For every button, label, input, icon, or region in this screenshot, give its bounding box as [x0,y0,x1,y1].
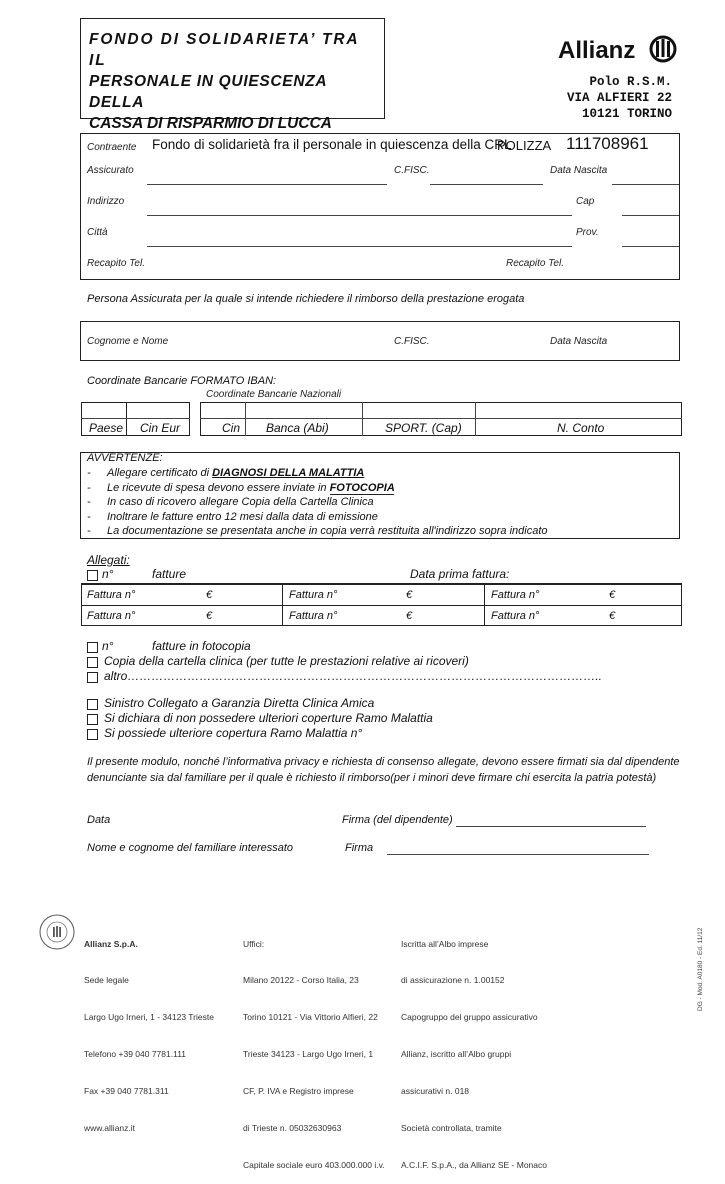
iban-mid-line-2 [200,418,682,419]
fatture-checkbox[interactable] [87,570,98,581]
footer-line: Iscritta all’Albo imprese [401,938,489,949]
possiede-checkbox[interactable] [87,729,98,740]
footer-company-name: Allianz S.p.A. [84,938,138,949]
footer-website[interactable]: www.allianz.it [84,1123,136,1134]
altro-checkbox[interactable] [87,672,98,683]
cfisc-label: C.FISC. [394,165,430,176]
fattura-cell-label[interactable]: Fattura n° [491,610,540,622]
company-address [560,74,672,122]
iban-mid-line-1 [81,418,190,419]
footer-line: A.C.I.F. S.p.A., da Allianz SE - Monaco [401,1159,547,1170]
footer-line: Allianz, iscritto all’Albo gruppi [401,1049,512,1060]
non-possedere-checkbox[interactable] [87,714,98,725]
avvertenza-text: La documentazione se presentata anche in copia verrà restituita all'indirizzo sopra indicato [107,525,548,537]
contraente-value: Fondo di solidarietà fra il personale in quiescenza della CRL [152,137,512,152]
avvertenze-list [87,466,548,539]
persona-heading: Persona Assicurata per la quale si intende richiedere il rimborso della prestazione erogata [87,293,525,305]
footer-offices [243,913,385,1184]
footer-line: Fax +39 040 7781.311 [84,1086,169,1097]
fattura-cell-label[interactable]: Fattura n° [289,589,338,601]
allegati-title: Allegati: [87,553,130,567]
recapito-label-1: Recapito Tel. [87,258,145,269]
euro-sign: € [206,589,213,601]
footer-registry [401,913,547,1184]
form-title [89,29,379,134]
iban-div-3 [475,402,476,436]
fattura-cell-label[interactable]: Fattura n° [87,610,136,622]
avvertenza-item [87,481,548,496]
fattura-cell-label[interactable]: Fattura n° [87,589,136,601]
allianz-seal [38,913,76,951]
assicurato-line[interactable] [147,184,387,185]
dash: - [87,481,91,494]
avvertenza-item [87,524,548,539]
fatture-label: fatture [152,567,187,581]
altro-label: altro……………………………………………………………………………………………………….. [104,669,603,683]
citta-line[interactable] [147,246,572,247]
privacy-line-1: Il presente modulo, nonché l’informativa privacy e richiesta di consenso allegate, devono essere firmati sia dal dipendente [87,756,680,768]
data-nascita-line[interactable] [612,184,679,185]
footer-line: di assicurazione n. 1.00152 [401,975,505,986]
footer-line: Trieste 34123 - Largo Ugo Irneri, 1 [243,1049,374,1060]
title-line-3: CASSA DI RISPARMIO DI LUCCA [89,115,332,132]
footer-side-code [691,922,707,1012]
footer-line: Torino 10121 - Via Vittorio Alfieri, 22 [243,1012,378,1023]
euro-sign: € [609,589,616,601]
dash: - [87,525,91,537]
iban-col-cineur: Cin Eur [140,421,181,435]
footer-line: Uffici: [243,938,265,949]
avvertenza-item [87,466,548,481]
fattura-cell-label[interactable]: Fattura n° [289,610,338,622]
footer-line: Società controllata, tramite [401,1123,502,1134]
persona-data-nascita-label: Data Nascita [550,336,608,347]
polizza-value: 111708961 [566,134,649,153]
dash: - [87,510,91,523]
fatture-table-mid [81,605,682,606]
avvertenza-emphasis: DIAGNOSI DELLA MALATTIA [212,467,365,479]
footer-line: assicurativi n. 018 [401,1086,470,1097]
avvertenza-emphasis: FOTOCOPIA [329,481,395,494]
data-label: Data [87,814,111,826]
iban-div-1 [245,402,246,436]
persona-cfisc-label: C.FISC. [394,336,430,347]
firma-dipendente-line[interactable] [456,826,646,827]
avvertenza-text: Allegare certificato di [107,467,213,479]
assicurato-label: Assicurato [87,165,134,176]
address-line-1: Polo R.S.M. [589,75,672,89]
contraente-label: Contraente [87,142,137,153]
euro-sign: € [406,610,413,622]
avvertenza-text: Le ricevute di spesa devono essere inviate in [107,481,330,494]
cap-label: Cap [576,196,595,207]
fatture-table-div-1 [282,584,283,626]
avvertenza-item [87,510,548,525]
fotocopia-checkbox[interactable] [87,642,98,653]
title-line-2: PERSONALE IN QUIESCENZA DELLA [89,73,327,111]
footer-line: Largo Ugo Irneri, 1 - 34123 Trieste [84,1012,214,1023]
fatture-n-label: n° [102,567,114,581]
prov-label: Prov. [576,227,599,238]
footer-line: di Trieste n. 05032630963 [243,1123,342,1134]
allianz-logo [558,31,683,67]
svg-text:DG - Mod. A0180 - Ed. 11/12: DG - Mod. A0180 - Ed. 11/12 [697,927,704,1011]
fattura-cell-label[interactable]: Fattura n° [491,589,540,601]
polizza-label: POLIZZA [497,138,552,153]
footer-line: Capitale sociale euro 403.000.000 i.v. [243,1159,385,1170]
footer-line: Capogruppo del gruppo assicurativo [401,1012,538,1023]
iban-col-cab: SPORT. (Cap) [385,421,462,435]
avvertenza-item [87,495,548,510]
iban-col-abi: Banca (Abi) [266,421,329,435]
address-line-3: 10121 TORINO [581,107,672,121]
iban-subheading: Coordinate Bancarie Nazionali [206,389,342,400]
fotocopia-n-label: n° [102,639,114,653]
cfisc-line[interactable] [430,184,543,185]
iban-col-conto: N. Conto [557,421,605,435]
footer-line: Sede legale [84,975,129,986]
indirizzo-line[interactable] [147,215,572,216]
cartella-checkbox[interactable] [87,657,98,668]
sinistro-label: Sinistro Collegato a Garanzia Diretta Clinica Amica [104,696,375,710]
euro-sign: € [609,610,616,622]
data-prima-fattura-label: Data prima fattura: [410,567,510,581]
firma-line[interactable] [387,854,649,855]
privacy-notice [87,755,680,786]
nome-familiare-label: Nome e cognome del familiare interessato [87,842,294,854]
avvertenze-title: AVVERTENZE: [87,452,163,464]
avvertenza-text: In caso di ricovero allegare Copia della Cartella Clinica [107,496,374,508]
iban-col-cin: Cin [222,421,241,435]
data-nascita-label: Data Nascita [550,165,608,176]
euro-sign: € [406,589,413,601]
possiede-label: Si possiede ulteriore copertura Ramo Malattia n° [104,726,363,740]
dash: - [87,496,91,508]
cartella-label: Copia della cartella clinica (per tutte le prestazioni relative ai ricoveri) [104,654,469,668]
footer-line: Milano 20122 - Corso Italia, 23 [243,975,359,986]
title-line-1: FONDO DI SOLIDARIETA’ TRA IL [89,31,359,69]
iban-div-2 [362,402,363,436]
footer-line: CF, P. IVA e Registro imprese [243,1086,354,1097]
fotocopia-label: fatture in fotocopia [152,639,251,653]
indirizzo-label: Indirizzo [87,196,125,207]
citta-label: Città [87,227,108,238]
iban-heading: Coordinate Bancarie FORMATO IBAN: [87,375,277,387]
cognome-label: Cognome e Nome [87,336,169,347]
recapito-label-2: Recapito Tel. [506,258,564,269]
prov-line[interactable] [622,246,679,247]
sinistro-checkbox[interactable] [87,699,98,710]
firma-dipendente-label: Firma (del dipendente) [342,814,453,826]
svg-text:Allianz: Allianz [558,37,636,64]
dash: - [87,467,91,479]
avvertenza-text: Inoltrare le fatture entro 12 mesi dalla data di emissione [107,510,378,523]
non-possedere-label: Si dichiara di non possedere ulteriori coperture Ramo Malattia [104,711,433,725]
privacy-line-2: denunciante sia dal familiare per il quale è richiesto il rimborso(per i minori deve firmare chi esercita la patria potestà) [87,771,657,784]
footer-line: Telefono +39 040 7781.111 [84,1049,187,1060]
fatture-table-div-2 [484,584,485,626]
euro-sign: € [206,610,213,622]
cap-line[interactable] [622,215,679,216]
address-line-2: VIA ALFIERI 22 [566,91,672,105]
iban-col-paese: Paese [89,421,124,435]
footer-company [84,913,214,1147]
firma-label: Firma [345,842,374,854]
